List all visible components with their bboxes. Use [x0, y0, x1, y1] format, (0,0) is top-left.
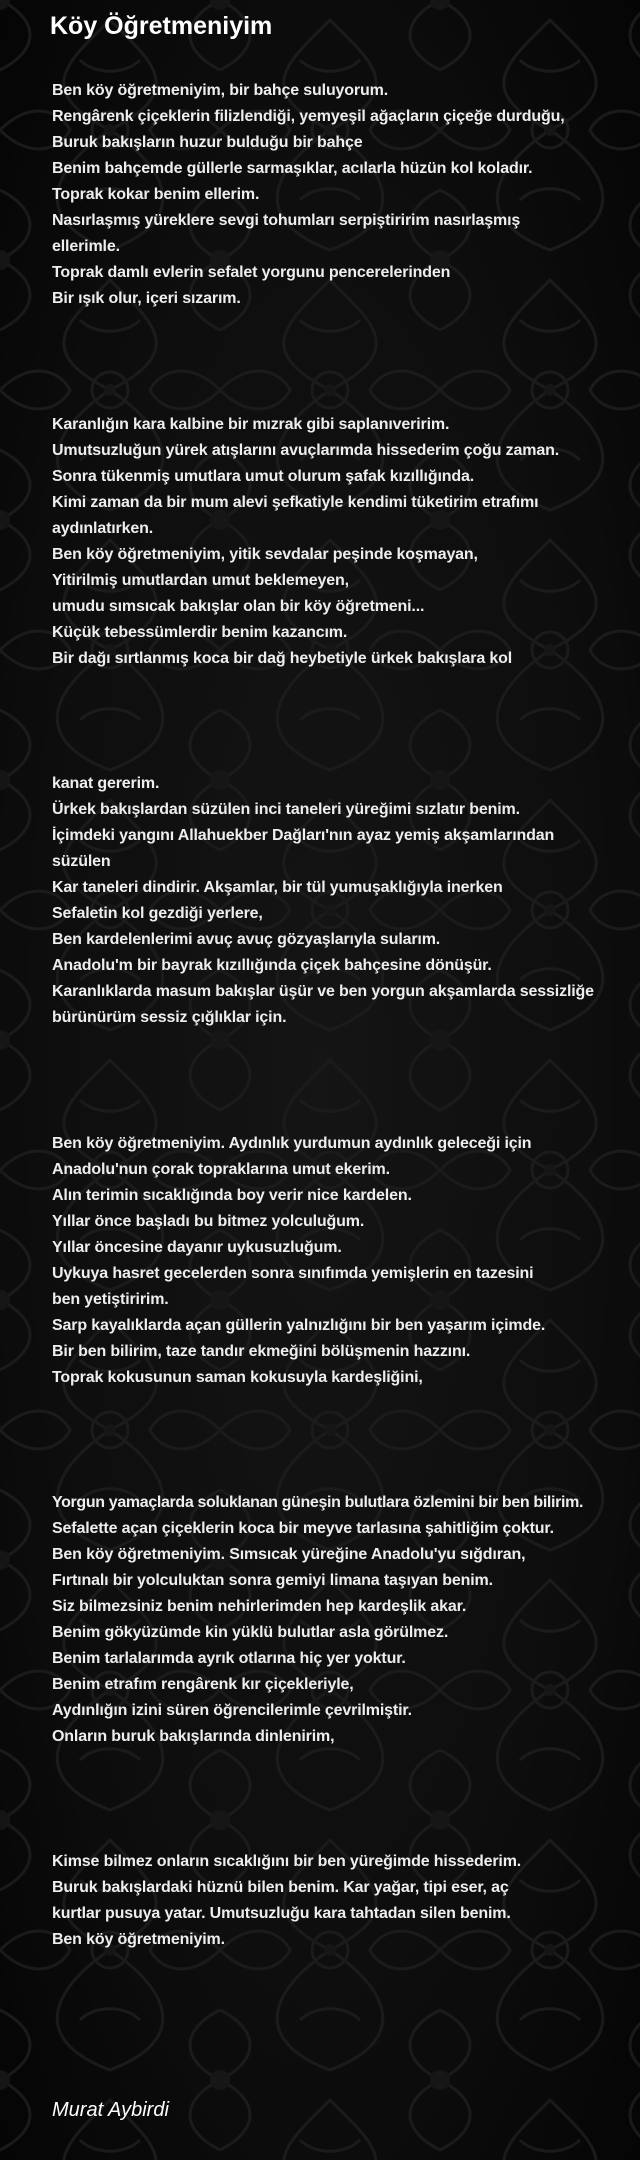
poem-line: Ben köy öğretmeniyim, bir bahçe suluyorum. — [52, 82, 389, 99]
poem-line: Ürkek bakışlardan süzülen inci taneleri yüreğimi sızlatır benim. — [52, 801, 520, 818]
poem-line: Benim tarlalarımda ayrık otlarına hiç yer yoktur. — [52, 1650, 406, 1667]
poem-line: Uykuya hasret gecelerden sonra sınıfımda yemişlerin en tazesini — [52, 1265, 534, 1282]
poem-line: Benim gökyüzümde kin yüklü bulutlar asla görülmez. — [52, 1624, 449, 1641]
stanza-1 — [52, 78, 632, 312]
poem-line: Bir ben bilirim, taze tandır ekmeğini bölüşmenin hazzını. — [52, 1343, 471, 1360]
poem-line: Bir dağı sırtlanmış koca bir dağ heybetiyle ürkek bakışlara kol — [52, 650, 513, 667]
poem-line: Sefalette açan çiçeklerin koca bir meyve tarlasına şahitliğim çoktur. — [52, 1520, 554, 1537]
poem-line: Siz bilmezsiniz benim nehirlerimden hep kardeşlik akar. — [52, 1598, 467, 1615]
poem-line: bürünürüm sessiz çığlıklar için. — [52, 1009, 287, 1026]
poem-line: aydınlatırken. — [52, 520, 154, 537]
poem-line: Ben kardelenlerimi avuç avuç gözyaşlarıyla sularım. — [52, 931, 441, 948]
poem-line: Karanlığın kara kalbine bir mızrak gibi saplanıveririm. — [52, 416, 450, 433]
poem-line: Ben köy öğretmeniyim, yitik sevdalar peşinde koşmayan, — [52, 546, 478, 563]
poem-line: Yitirilmiş umutlardan umut beklemeyen, — [52, 572, 349, 589]
poem-line: Kimse bilmez onların sıcaklığını bir ben yüreğimde hissederim. — [52, 1853, 522, 1870]
poem-line: Umutsuzluğun yürek atışlarını avuçlarımda hissederim çoğu zaman. — [52, 442, 559, 459]
poem-line: Anadolu'nun çorak topraklarına umut ekerim. — [52, 1161, 390, 1178]
poem-author: Murat Aybirdi — [52, 2099, 169, 2121]
poem-line: Anadolu'm bir bayrak kızıllığında çiçek bahçesine dönüşür. — [52, 957, 492, 974]
poem-line: Bir ışık olur, içeri sızarım. — [52, 290, 241, 307]
poem-line: Ben köy öğretmeniyim. Sımsıcak yüreğine Anadolu'yu sığdıran, — [52, 1546, 526, 1563]
poem-line: Toprak kokar benim ellerim. — [52, 186, 260, 203]
poem-line: Rengârenk çiçeklerin filizlendiği, yemyeşil ağaçların çiçeğe durduğu, — [52, 108, 565, 125]
poem-line: Sarp kayalıklarda açan güllerin yalnızlığını bir ben yaşarım içimde. — [52, 1317, 546, 1334]
poem-line: Aydınlığın izini süren öğrencilerimle çevrilmiştir. — [52, 1702, 412, 1719]
poem-line: Sefaletin kol gezdiği yerlere, — [52, 905, 263, 922]
poem-line: Kimi zaman da bir mum alevi şefkatiyle kendimi tüketirim etrafımı — [52, 494, 539, 511]
poem-line: İçimdeki yangını Allahuekber Dağları'nın ayaz yemiş akşamlarından — [52, 827, 555, 844]
poem-line: Alın terimin sıcaklığında boy verir nice kardelen. — [52, 1187, 412, 1204]
stanza-5 — [52, 1490, 632, 1750]
poem-line: umudu sımsıcak bakışlar olan bir köy öğretmeni... — [52, 598, 425, 615]
poem-line: Sonra tükenmiş umutlara umut olurum şafak kızıllığında. — [52, 468, 475, 485]
poem-title: Köy Öğretmeniyim — [50, 12, 273, 40]
poem-line: Buruk bakışların huzur bulduğu bir bahçe — [52, 134, 363, 151]
poem-line: Benim etrafım rengârenk kır çiçekleriyle, — [52, 1676, 354, 1693]
poem-line: Fırtınalı bir yolculuktan sonra gemiyi limana taşıyan benim. — [52, 1572, 493, 1589]
poem-line: Buruk bakışlardaki hüznü bilen benim. Kar yağar, tipi eser, aç — [52, 1879, 509, 1896]
poem-line: Karanlıklarda masum bakışlar üşür ve ben yorgun akşamlarda sessizliğe — [52, 983, 594, 1000]
poem-line: Ben köy öğretmeniyim. — [52, 1931, 225, 1948]
poem-line: Yıllar önce başladı bu bitmez yolculuğum. — [52, 1213, 365, 1230]
stanza-4 — [52, 1131, 632, 1391]
stanza-6 — [52, 1849, 632, 1953]
poem-line: kurtlar pusuya yatar. Umutsuzluğu kara tahtadan silen benim. — [52, 1905, 511, 1922]
poem-line: süzülen — [52, 853, 111, 870]
poem-line: Ben köy öğretmeniyim. Aydınlık yurdumun aydınlık geleceği için — [52, 1135, 532, 1152]
stanza-3 — [52, 771, 632, 1031]
poem-line: Yorgun yamaçlarda soluklanan güneşin bulutlara özlemini bir ben bilirim. — [52, 1494, 584, 1511]
poem-line: kanat gererim. — [52, 775, 160, 792]
poem-line: Nasırlaşmış yüreklere sevgi tohumları serpiştiririm nasırlaşmış — [52, 212, 521, 229]
poem-line: ben yetiştiririm. — [52, 1291, 169, 1308]
poem-line: Yıllar öncesine dayanır uykusuzluğum. — [52, 1239, 342, 1256]
poem-line: Kar taneleri dindirir. Akşamlar, bir tül yumuşaklığıyla inerken — [52, 879, 503, 896]
poem-line: ellerimle. — [52, 238, 120, 255]
poem-line: Toprak damlı evlerin sefalet yorgunu pencerelerinden — [52, 264, 451, 281]
poem-line: Toprak kokusunun saman kokusuyla kardeşliğini, — [52, 1369, 423, 1386]
stanza-2 — [52, 412, 632, 672]
poem-line: Küçük tebessümlerdir benim kazancım. — [52, 624, 348, 641]
poem-line: Onların buruk bakışlarında dinlenirim, — [52, 1728, 335, 1745]
poem-line: Benim bahçemde güllerle sarmaşıklar, acılarla hüzün kol koladır. — [52, 160, 533, 177]
